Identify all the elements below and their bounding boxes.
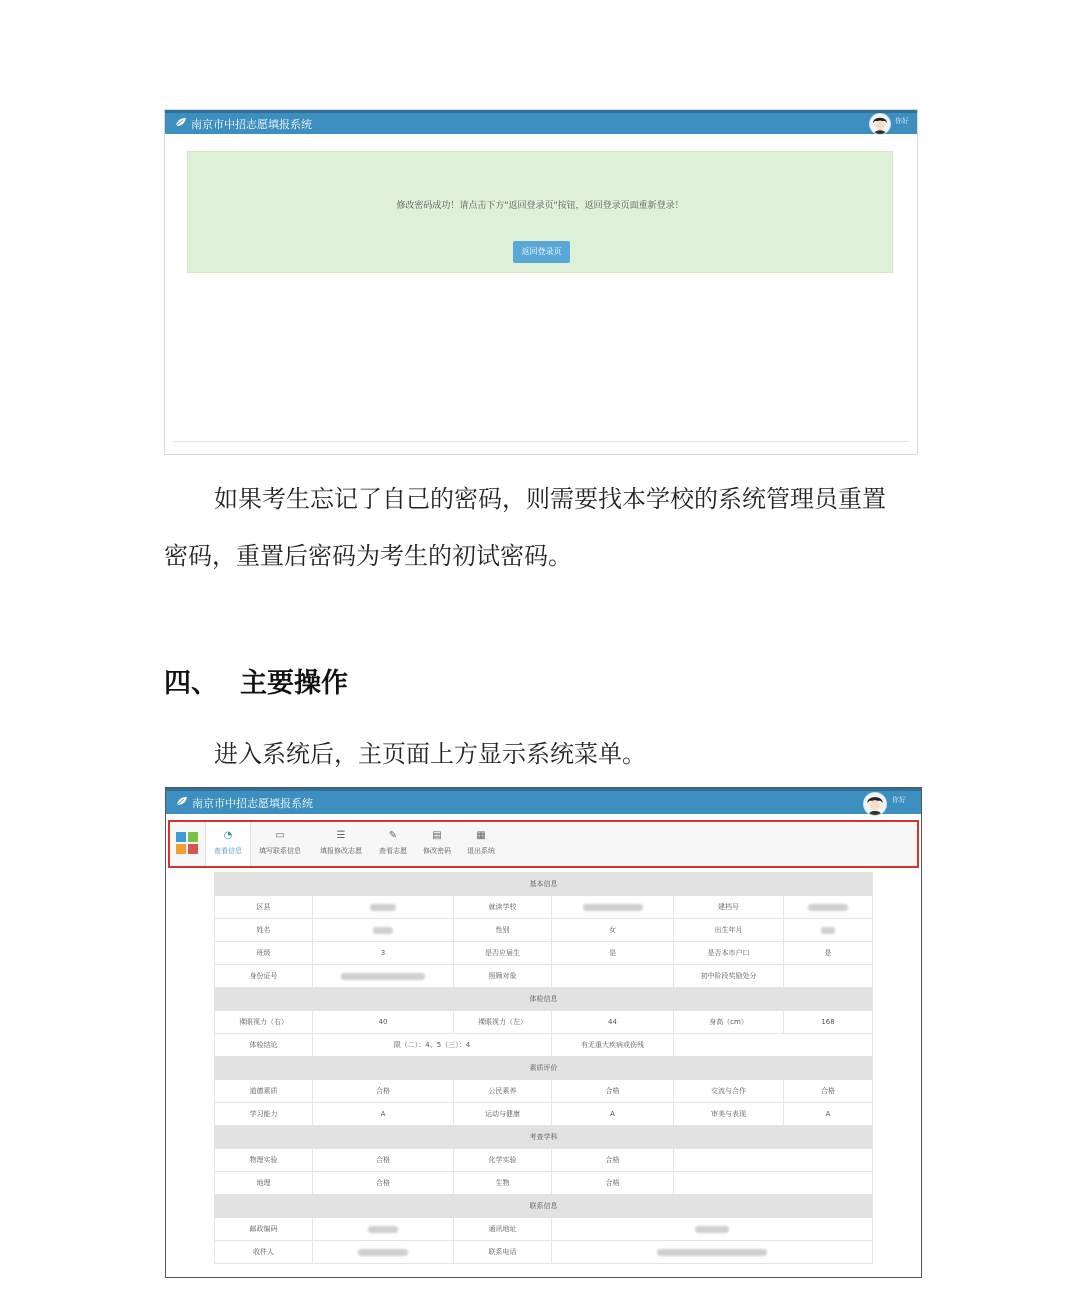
system-menu-bar bbox=[168, 820, 919, 868]
back-to-login-button[interactable]: 返回登录页 bbox=[513, 241, 570, 263]
menu-change-password[interactable] bbox=[418, 822, 456, 866]
app-header bbox=[166, 788, 921, 814]
table-row: 收件人 联系电话 bbox=[215, 1241, 873, 1264]
leaf-logo-icon bbox=[175, 117, 187, 127]
monitor-icon: ▭ bbox=[275, 830, 285, 841]
table-section-header: 联系信息 bbox=[215, 1195, 873, 1218]
table-row: 道德素质 合格 公民素养 合格 交流与合作 合格 bbox=[215, 1080, 873, 1103]
footer-divider bbox=[173, 441, 909, 442]
section-number: 四、 bbox=[164, 668, 218, 699]
redacted-value bbox=[341, 973, 425, 980]
table-row: 地理 合格 生物 合格 bbox=[215, 1172, 873, 1195]
redacted-value bbox=[368, 1226, 398, 1233]
paragraph-forgot-password-line1: 如果考生忘记了自己的密码，则需要找本学校的系统管理员重置 bbox=[214, 485, 886, 513]
app-title: 南京市中招志愿填报系统 bbox=[191, 118, 312, 131]
table-section-header: 体检信息 bbox=[215, 988, 873, 1011]
redacted-value bbox=[583, 904, 643, 911]
menu-logout[interactable] bbox=[462, 822, 500, 866]
list-icon: ☰ bbox=[336, 830, 346, 841]
table-row: 班级 3 是否应届生 是 是否本市户口 是 bbox=[215, 942, 873, 965]
menu-edit-choices[interactable] bbox=[312, 822, 370, 866]
calendar-icon: ▦ bbox=[476, 830, 486, 841]
app-header bbox=[165, 110, 917, 134]
success-message: 修改密码成功！请点击下方"返回登录页"按钮，返回登录页面重新登录！ bbox=[396, 201, 684, 211]
menu-fill-contact[interactable] bbox=[252, 822, 308, 866]
password-changed-screenshot bbox=[164, 109, 918, 455]
dashboard-icon: ◔ bbox=[223, 830, 233, 841]
menu-view-info[interactable] bbox=[205, 822, 251, 866]
greeting-text[interactable]: 你好 bbox=[895, 117, 909, 125]
menu-label: 退出系统 bbox=[467, 847, 495, 855]
user-avatar[interactable] bbox=[863, 792, 887, 816]
menu-label: 查看信息 bbox=[214, 847, 242, 855]
avatar-face-icon bbox=[864, 793, 886, 815]
menu-label: 查看志愿 bbox=[379, 847, 407, 855]
table-row: 身份证号 照顾对象 初中阶段奖励处分 bbox=[215, 965, 873, 988]
section-title: 主要操作 bbox=[240, 668, 348, 699]
paragraph-main-menu: 进入系统后，主页面上方显示系统菜单。 bbox=[214, 740, 646, 768]
paragraph-forgot-password-line2: 密码，重置后密码为考生的初试密码。 bbox=[164, 542, 572, 570]
avatar-face-icon bbox=[870, 114, 890, 134]
table-row: 姓名 性别 女 出生年月 bbox=[215, 919, 873, 942]
redacted-value bbox=[821, 927, 835, 934]
greeting-text[interactable]: 你好 bbox=[892, 796, 906, 804]
table-row: 裸眼视力（右） 40 裸眼视力（左） 44 身高（cm） 168 bbox=[215, 1011, 873, 1034]
success-alert bbox=[187, 151, 893, 273]
leaf-logo-icon bbox=[176, 796, 188, 806]
redacted-value bbox=[657, 1249, 767, 1256]
redacted-value bbox=[695, 1226, 729, 1233]
edit-icon: ✎ bbox=[388, 830, 398, 841]
card-icon: ▤ bbox=[432, 830, 442, 841]
table-section-header: 基本信息 bbox=[215, 873, 873, 896]
table-row: 区县 就读学校 建档号 bbox=[215, 896, 873, 919]
table-row: 学习能力 A 运动与健康 A 审美与表现 A bbox=[215, 1103, 873, 1126]
table-section-header: 考查学科 bbox=[215, 1126, 873, 1149]
table-row: 物理实验 合格 化学实验 合格 bbox=[215, 1149, 873, 1172]
student-info-table bbox=[214, 872, 873, 1264]
menu-label: 填报修改志愿 bbox=[320, 847, 362, 855]
main-page-screenshot bbox=[165, 787, 922, 1278]
menu-label: 修改密码 bbox=[423, 847, 451, 855]
redacted-value bbox=[373, 927, 393, 934]
redacted-value bbox=[370, 904, 396, 911]
table-row: 体检结论 限（二）：4、5（三）：4 有无重大疾病或伤残 bbox=[215, 1034, 873, 1057]
table-row: 邮政编码 通讯地址 bbox=[215, 1218, 873, 1241]
menu-label: 填写联系信息 bbox=[259, 847, 301, 855]
user-avatar[interactable] bbox=[869, 113, 891, 135]
menu-view-choices[interactable] bbox=[374, 822, 412, 866]
redacted-value bbox=[358, 1249, 408, 1256]
app-tiles-icon bbox=[176, 832, 198, 854]
redacted-value bbox=[808, 904, 848, 911]
table-section-header: 素质评价 bbox=[215, 1057, 873, 1080]
app-title: 南京市中招志愿填报系统 bbox=[192, 797, 313, 810]
